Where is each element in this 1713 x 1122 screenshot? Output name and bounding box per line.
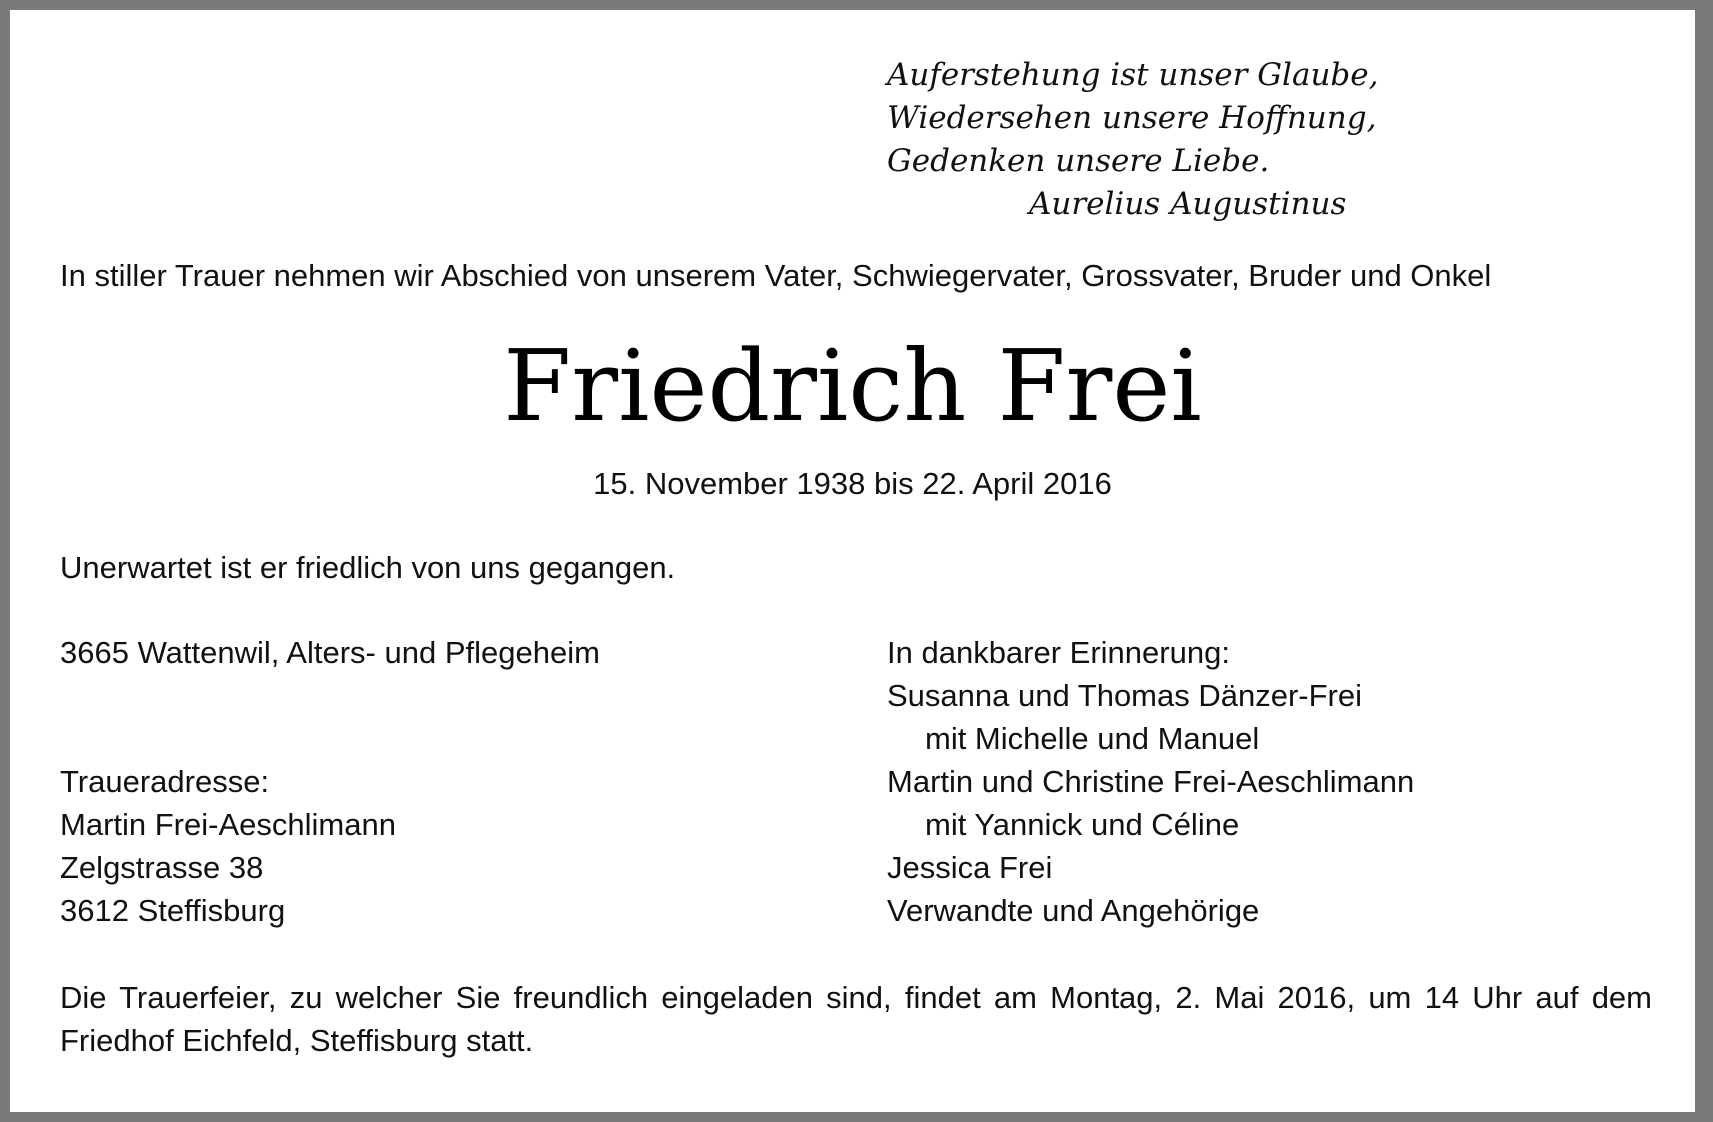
- address-line: Zelgstrasse 38: [60, 850, 264, 885]
- residence-text: 3665 Wattenwil, Alters- und Pflegeheim: [60, 635, 600, 670]
- address-line: Martin Frei-Aeschlimann: [60, 807, 396, 842]
- remembrance-list: [887, 631, 1414, 932]
- remembrance-entry: Martin und Christine Frei-Aeschlimann: [887, 764, 1415, 799]
- quote-author: Aurelius Augustinus: [1029, 186, 1347, 222]
- quote-line: Gedenken unsere Liebe.: [887, 143, 1270, 179]
- life-dates: 15. November 1938 bis 22. April 2016: [593, 466, 1112, 501]
- remembrance-entry: Jessica Frei: [887, 850, 1053, 885]
- remembrance-entry: mit Yannick und Céline: [925, 807, 1240, 842]
- intro-text: In stiller Trauer nehmen wir Abschied von unserem Vater, Schwiegervater, Grossvater, Bruder und Onkel: [60, 258, 1492, 293]
- remembrance-entry: Verwandte und Angehörige: [887, 893, 1260, 928]
- ceremony-text: Die Trauerfeier, zu welcher Sie freundlich eingeladen sind, findet am Montag, 2. Mai 2016, um 14 Uhr auf dem Friedhof Eichfeld, Steffisburg statt.: [60, 980, 1652, 1058]
- deceased-name: Friedrich Frei: [503, 330, 1202, 444]
- quote-line: Wiedersehen unsere Hoffnung,: [887, 100, 1377, 136]
- remembrance-entry: Susanna und Thomas Dänzer-Frei: [887, 678, 1363, 713]
- obituary-notice: [10, 10, 1703, 1112]
- address-line: 3612 Steffisburg: [60, 893, 286, 928]
- remembrance-label: In dankbarer Erinnerung:: [887, 635, 1230, 670]
- remembrance-entry: mit Michelle und Manuel: [925, 721, 1260, 756]
- mourning-address-label: Traueradresse:: [60, 764, 270, 799]
- quote-block: [887, 54, 1378, 226]
- mourning-address: [60, 760, 396, 932]
- quote-line: Auferstehung ist unser Glaube,: [887, 57, 1379, 93]
- statement-text: Unerwartet ist er friedlich von uns gegangen.: [60, 550, 676, 585]
